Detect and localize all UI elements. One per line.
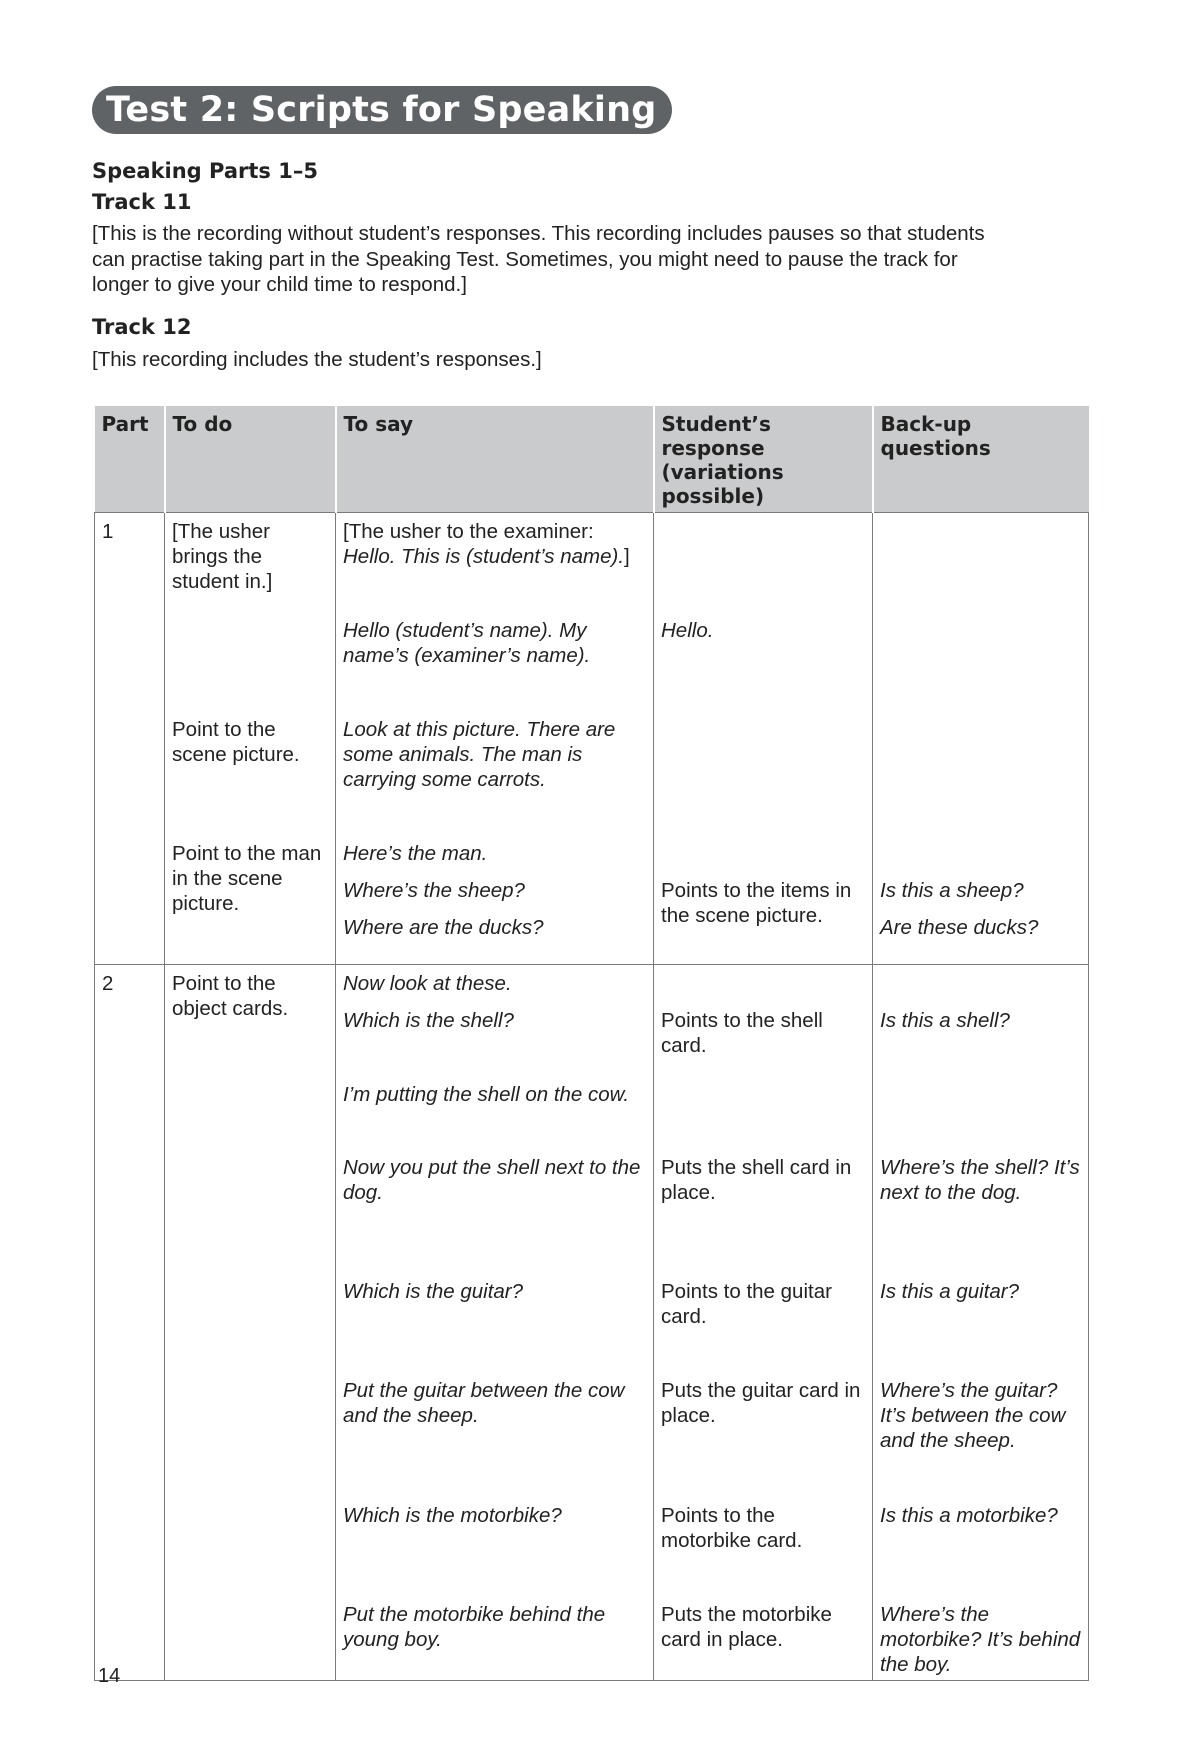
response-cell [654,965,873,1681]
sheep-say-line: Where’s the sheep? [343,879,525,902]
shell-say: Which is the shell? [343,1009,514,1032]
ducks-say-line: Where are the ducks? [343,916,544,939]
to-do-cell [165,513,336,965]
object-cards-todo: Point to the object cards. [172,972,289,1020]
between-response: Puts the guitar card in place. [661,1379,861,1427]
man-say-line: Here’s the man. [343,842,488,865]
next-to-say: Now you put the shell next to the dog. [343,1156,641,1204]
greeting-say: Hello (student’s name). My name’s (examiner’s name). [343,619,591,667]
part-number-cell [95,965,165,1681]
speaking-script-table [94,406,1089,1681]
motorbike-say: Which is the motorbike? [343,1504,562,1527]
behind-backup: Where’s the motorbike? It’s behind the boy. [880,1603,1081,1676]
section-heading: Speaking Parts 1–5 [92,159,318,183]
table-row-part-2 [95,965,1089,1681]
ducks-backup: Are these ducks? [880,916,1039,939]
part-number-cell [95,513,165,965]
scene-say: Look at this picture. There are some animals. The man is carrying some carrots. [343,718,616,791]
next-backup: Where’s the shell? It’s next to the dog. [880,1156,1080,1204]
response-cell [654,513,873,965]
behind-say: Put the motorbike behind the young boy. [343,1603,606,1651]
between-backup: Where’s the guitar? It’s between the cow and the sheep. [880,1379,1066,1452]
to-do-cell [165,965,336,1681]
page-number: 14 [98,1665,121,1687]
table-row-part-1 [95,513,1089,965]
usher-todo: [The usher brings the student in.] [172,520,273,593]
track12-heading: Track 12 [92,315,192,339]
to-say-cell [336,513,654,965]
header-to-say: To say [336,406,654,513]
usher-say: [The usher to the examiner: Hello. This is (student’s name).] [343,520,630,568]
header-to-do: To do [165,406,336,513]
behind-response: Puts the motorbike card in place. [661,1603,832,1651]
next-response: Puts the shell card in place. [661,1156,852,1204]
man-response: Points to the items in the scene picture. [661,879,852,927]
to-say-cell [336,965,654,1681]
guitar-response: Points to the guitar card. [661,1280,832,1328]
guitar-backup: Is this a guitar? [880,1280,1020,1303]
header-part: Part [95,406,165,513]
table-header-row [95,406,1089,513]
between-say: Put the guitar between the cow and the sheep. [343,1379,625,1427]
track11-note: [This is the recording without student’s responses. This recording includes pauses so that students can practise taking part in the Speaking Test. Sometimes, you might need to pause the track for longer to give your child time to respond.] [92,222,985,296]
header-back-up-questions: Back-up questions [873,406,1089,513]
header-student-response: Student’s response (variations possible) [654,406,873,513]
sheep-backup: Is this a sheep? [880,879,1024,902]
track11-heading: Track 11 [92,190,192,214]
shell-backup: Is this a shell? [880,1009,1010,1032]
motorbike-response: Points to the motorbike card. [661,1504,803,1552]
backup-cell [873,513,1089,965]
intro-say: Now look at these. [343,972,512,995]
backup-cell [873,965,1089,1681]
guitar-say: Which is the guitar? [343,1280,524,1303]
track12-note: [This recording includes the student’s responses.] [92,348,542,371]
shell-response: Points to the shell card. [661,1009,823,1057]
page-title-banner: Test 2: Scripts for Speaking [92,86,672,134]
greeting-response: Hello. [661,619,714,642]
motorbike-backup: Is this a motorbike? [880,1504,1058,1527]
putting-say: I’m putting the shell on the cow. [343,1083,630,1106]
scene-todo: Point to the scene picture. [172,718,300,766]
part-number: 2 [102,972,114,995]
man-todo: Point to the man in the scene picture. [172,842,322,915]
part-number: 1 [102,520,114,543]
